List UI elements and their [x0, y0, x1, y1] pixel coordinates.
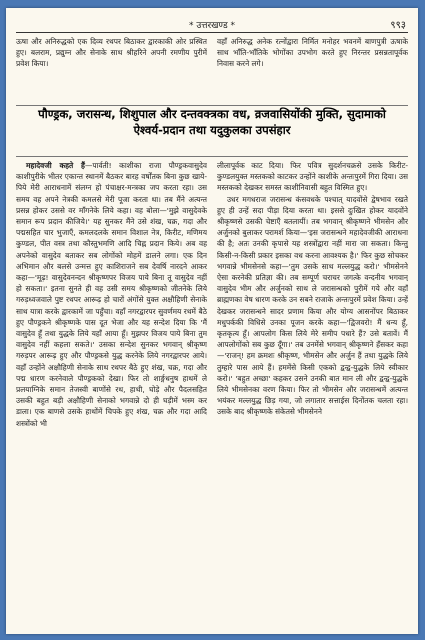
paragraph: ऊषा और अनिरुद्धको एक दिव्य रथपर बिठाकर द्वारकाकी ओर प्रस्थित हुए। बलराम, प्रद्युम्न और सेनाके साथ श्रीहरिने अपनी रमणीय पुरीमें प्रवेश किया। [16, 37, 207, 69]
top-right-column [217, 36, 408, 104]
top-left-column [16, 36, 207, 104]
divider [16, 156, 408, 157]
right-column [217, 160, 408, 628]
paragraph: वहाँ अनिरुद्ध अनेक रत्नोंद्वारा निर्मित मनोहर भवनमें बाणपुत्री ऊषाके साथ भाँति-भाँतिके भोगोंका उपभोग करते हुए निरन्तर प्रसन्नतापूर्वक निवास करने लगे। [217, 37, 408, 69]
body-columns [16, 160, 408, 628]
paragraph-text: —पार्वती! काशीका राजा पौण्ड्रकवासुदेव काशीपुरीके भीतर एकान्त स्थानमें बैठकर बारह वर्षोंतक बिना कुछ खाये-पिये मेरी आराधनामें संलग्न हो पंचाक्षर-मन्त्रका जप करता रहा। उस समय वह अपने नेत्रकी कमलसे मेरी पूजा करता था। तब मैंने अत्यन्त प्रसन्न होकर उससे वर माँगनेके लिये कहा। वह बोला—'मुझे वासुदेवके समान रूप प्रदान कीजिये।' यह सुनकर मैंने उसे शंख, चक्र, गदा और पद्मसहित चार भुजाएँ, कमलदलके समान विशाल नेत्र, किरीट, मणिमय कुण्डल, पीत वस्त्र तथा कौस्तुभमणि आदि चिह्न प्रदान किये। अब वह अपनेको वासुदेव बताकर सब लोगोंको मोहमें डालने लगा। एक दिन अभिमान और बलसे उन्मत्त हुए काशिराजने सब देवर्षि नारदने आकर कहा—'मूढ़! वासुदेवनन्दन श्रीकृष्णपर विजय पाये बिना तू वासुदेव नहीं हो सकता।' इतना सुनते ही वह उसी समय श्रीकृष्णको जीतनेके लिये गरुड़ध्वजवाले पुष्ट रथपर आरूढ़ हो चारों अंगोंसे युक्त अक्षौहिणी सेनाके साथ यात्रा करके द्वारकामें जा पहुँचा। वहाँ नगरद्वारपर सुवर्णमय रथमें बैठे हुए पौण्ड्रकने श्रीकृष्णके पास दूत भेजा और यह सन्देश दिया कि 'मैं वासुदेव हूँ तथा युद्धके लिये यहाँ आया हूँ। मुझपर विजय पाये बिना तुम वासुदेव नहीं कहला सकते।' उसका सन्देश सुनकर भगवान् श्रीकृष्ण गरुड़पर आरूढ़ हुए और पौण्ड्रकसे युद्ध करनेके लिये नगरद्वारपर आये। वहाँ उन्होंने अक्षौहिणी सेनाके साथ रथपर बैठे हुए शंख, चक्र, गदा और पद्म धारण करनेवाले पौण्ड्रकको देखा। फिर तो शार्ङ्गधनुष हाथमें ले प्रलयाग्निके समान तेजस्वी बाणोंसे रथ, हाथी, घोड़े और पैदलसहित उसकी बहुत बड़ी अक्षौहिणी सेनाको भगवान्ने दो ही घड़ीमें भस्म कर डाला। एक बाणसे उसके हाथोंमें चिपके हुए शंख, चक्र और गदा आदि शस्त्रोंको भी [16, 161, 207, 428]
chapter-title-line-1: पौण्ड्रक, जरासन्ध, शिशुपाल और दन्तवक्त्रका वध, व्रजवासियोंकी मुक्ति, सुदामाको [38, 107, 386, 121]
left-column [16, 160, 207, 628]
speaker-lead: महादेवजी कहते हैं [26, 161, 85, 170]
book-page [6, 8, 418, 634]
top-columns [16, 36, 408, 104]
page-number: ९९३ [390, 20, 406, 31]
running-head: * उत्तरखण्ड * [188, 21, 235, 31]
page-header [16, 16, 408, 33]
paragraph [16, 160, 207, 429]
chapter-title-line-2: ऐश्वर्य-प्रदान तथा यदुकुलका उपसंहार [133, 123, 291, 137]
paragraph: लीलापूर्वक काट दिया। फिर पवित्र सुदर्शनचक्रसे उसके किरीट-कुण्डलयुक्त मस्तकको काटकर उन्होंने काशीके अन्तःपुरमें गिरा दिया। उस मस्तकको देखकर समस्त काशीनिवासी बहुत विस्मित हुए। [217, 161, 408, 193]
paragraph: उधर मगधराज जरासन्ध कंसवधके पश्चात् यादवोंसे द्वेषभाव रखते हुए ही उन्हें सदा पीड़ा दिया करता था। इससे दुःखित होकर यादवोंने श्रीकृष्णसे उसकी चेष्टाएँ बतलायीं। तब भगवान् श्रीकृष्णने भीमसेन और अर्जुनको बुलाकर परामर्श किया—'इस जरासन्धने महादेवजीकी आराधना की है; अतः उनकी कृपासे यह शस्त्रोंद्वारा नहीं मारा जा सकता। किन्तु किसी-न-किसी प्रकार इसका वध करना आवश्यक है।' फिर कुछ सोचकर भगवान्ने भीमसेनसे कहा—'तुम उसके साथ मल्लयुद्ध करो।' भीमसेनने ऐसा करनेकी प्रतिज्ञा की। तब सम्पूर्ण चराचर जगत्के वन्दनीय भगवान् वासुदेव भीम और अर्जुनको साथ ले जरासन्धको पुरीमें गये और वहाँ ब्राह्मणका वेष धारण करके उन सबने राजाके अन्तःपुरमें प्रवेश किया। उन्हें देखकर जरासन्धने सादर प्रणाम किया और योग्य आसनोंपर बिठाकर मधुपर्ककी विधिसे उनका पूजन करके कहा—'द्विजवरो! मैं धन्य हूँ, कृतकृत्य हूँ। आपलोग किस लिये मेरे समीप पधारे हैं? उसे बतावें। मैं आपलोगोंको सब कुछ दूँगा।' तब उनमेंसे भगवान् श्रीकृष्णने हँसकर कहा—'राजन्! हम क्रमशः श्रीकृष्ण, भीमसेन और अर्जुन हैं तथा युद्धके लिये तुम्हारे पास आये हैं। हममेंसे किसी एकको द्वन्द्व-युद्धके लिये स्वीकार करो।' 'बहुत अच्छा' कहकर उसने उनकी बात मान ली और द्वन्द्व-युद्धके लिये भीमसेनका वरण किया। फिर तो भीमसेन और जरासन्धमें अत्यन्त भयंकर मल्लयुद्ध छिड़ गया, जो लगातार सत्ताईस दिनोंतक चलता रहा। उसके बाद श्रीकृष्णके संकेतसे भीमसेनने [217, 194, 408, 417]
chapter-title [16, 106, 408, 138]
